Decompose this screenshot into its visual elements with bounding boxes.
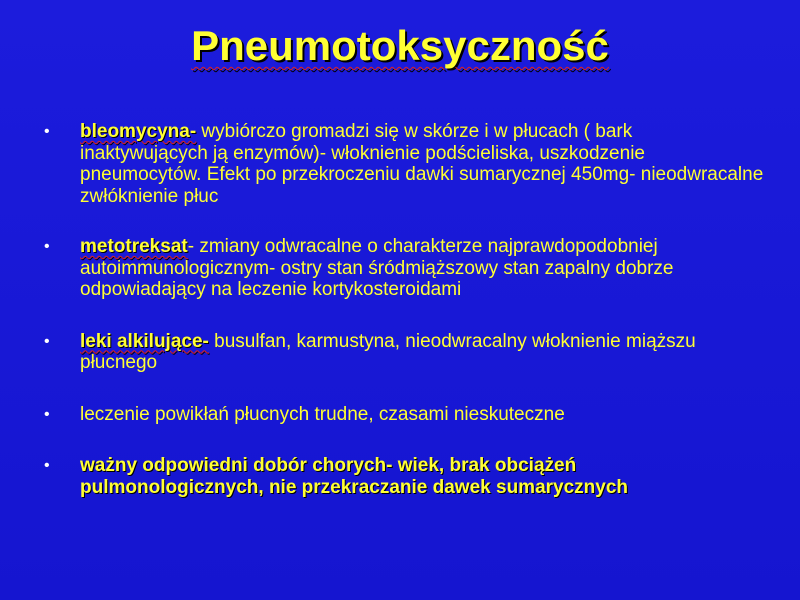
bullet-item bbox=[44, 331, 764, 374]
bullet-text: - zmiany odwracalne o charakterze najprawdopodobniej autoimmunologicznym- ostry stan śródmiąższowy stan zapalny dobrze odpowiadający na leczenie kortykosteroidami bbox=[80, 236, 674, 300]
bullet-dot-icon: • bbox=[44, 405, 50, 423]
bullet-dot-icon: • bbox=[44, 123, 50, 140]
bullet-term: metotreksat bbox=[80, 236, 188, 257]
bullet-text: busulfan, karmustyna, nieodwracalny włoknienie miąższu płucnego bbox=[80, 330, 696, 373]
bullet-dot-icon: • bbox=[44, 332, 50, 350]
bullet-item bbox=[44, 404, 764, 426]
bullet-list bbox=[44, 121, 764, 498]
slide-title-text: Pneumotoksyczność bbox=[191, 22, 609, 69]
bullet-text: wybiórczo gromadzi się w skórze i w płucach ( bark inaktywujących ją enzymów)- włoknienie podścieliska, uszkodzenie pneumocytów. Efekt po przekroczeniu dawki sumarycznej 450mg- nieodwracalne zwłóknienie płuc bbox=[80, 121, 764, 207]
bullet-item bbox=[44, 455, 764, 498]
bullet-text: ważny odpowiedni dobór chorych- wiek, brak obciążeń pulmonologicznych, nie przekraczanie dawek sumarycznych bbox=[80, 455, 629, 498]
bullet-item bbox=[44, 121, 764, 207]
bullet-term: leki alkilujące- bbox=[80, 330, 209, 352]
bullet-item bbox=[44, 236, 764, 301]
bullet-dot-icon: • bbox=[44, 238, 50, 255]
bullet-dot-icon: • bbox=[44, 457, 50, 474]
bullet-text: leczenie powikłań płucnych trudne, czasami nieskuteczne bbox=[80, 403, 565, 425]
bullet-term: bleomycyna- bbox=[80, 121, 197, 142]
slide-title bbox=[0, 22, 800, 70]
